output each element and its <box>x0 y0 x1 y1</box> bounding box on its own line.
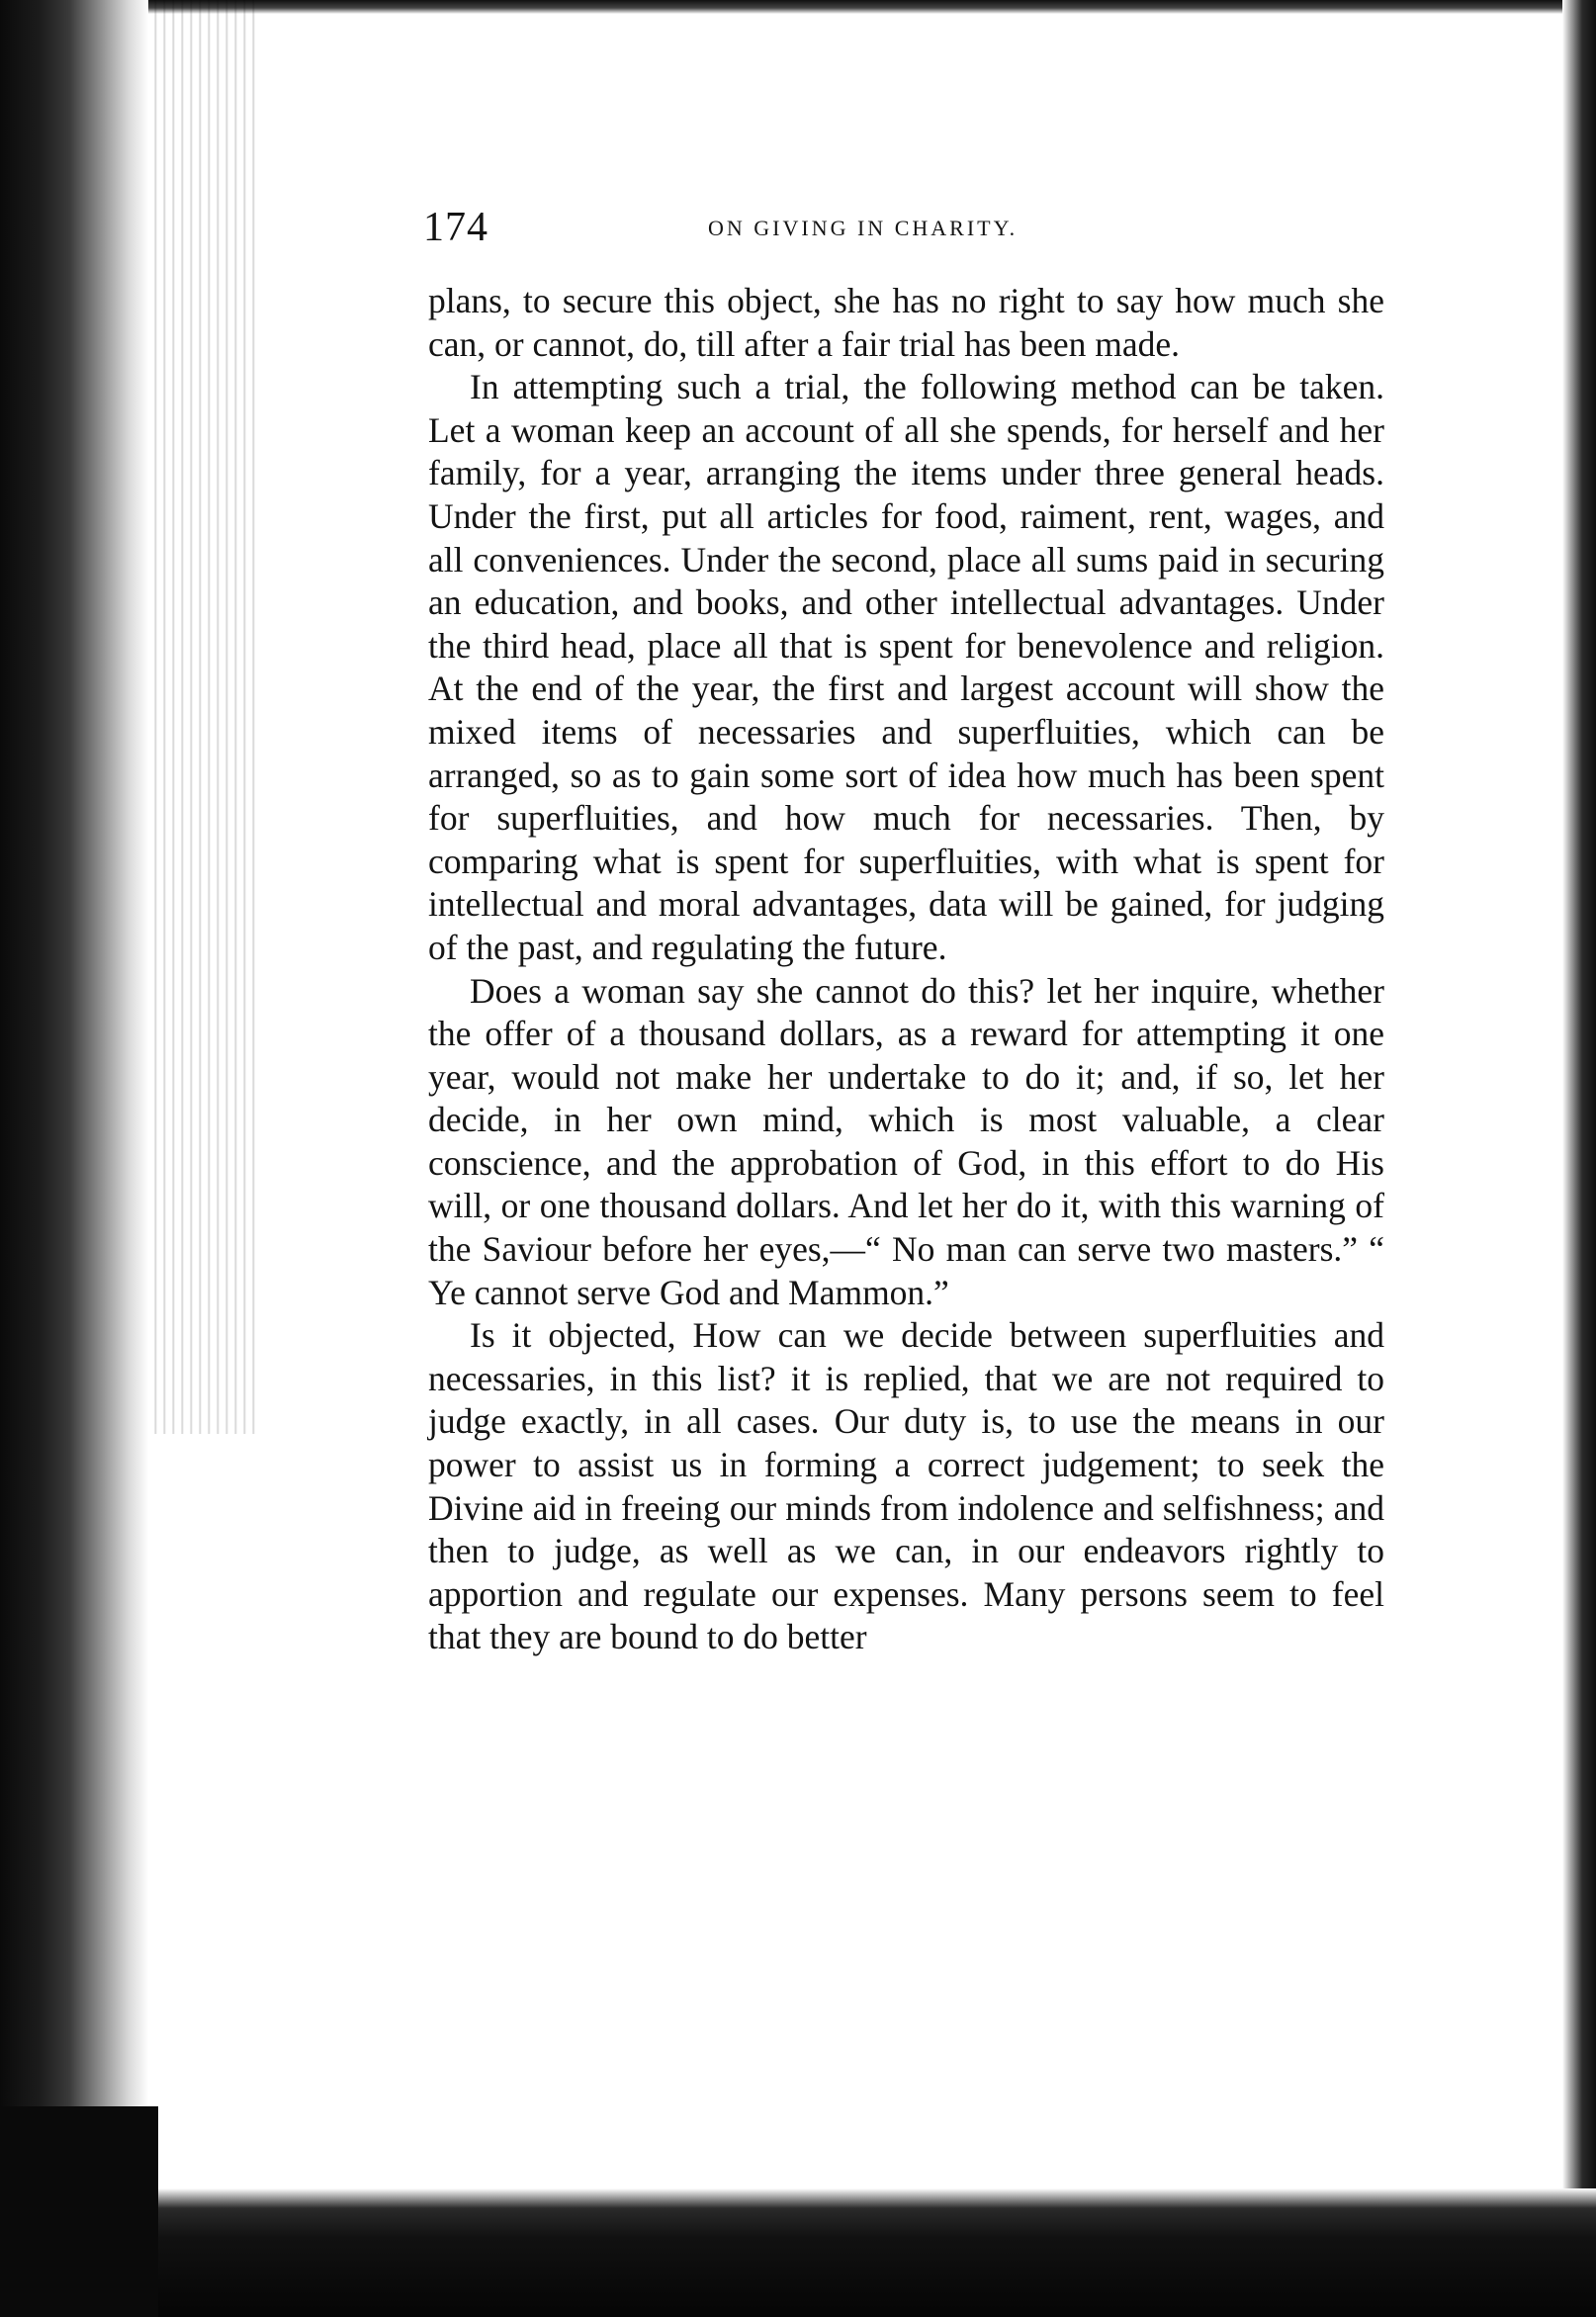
paragraph-continued: plans, to secure this object, she has no right to say how much she can, or cannot, do, till after a fair trial has been made. <box>428 281 1384 364</box>
scan-border-right <box>1562 0 1596 2317</box>
running-title: ON GIVING IN CHARITY. <box>708 216 1019 240</box>
paragraph-objection: Does a woman say she cannot do this? let her inquire, whether the offer of a thousand dollars, as a reward for attempting it one year, would not make her undertake to do it; and, if so, let her decide, in her own mind, which is most valuable, a clear conscience, and the approbation of God, in this effort to do His will, or one thousand dollars. And let her do it, with this warning of the Saviour before her eyes,—“ No man can serve two masters.” “ Ye cannot serve God and Mammon.” <box>428 970 1384 1312</box>
paragraph-reply: Is it objected, How can we decide between superfluities and necessaries, in this list? it is replied, that we are not required to judge exactly, in all cases. Our duty is, to use the means in our power to assist us in forming a correct judgement; to seek the Divine aid in freeing our minds from indolence and selfishness; and then to judge, as well as we can, in our endeavors rightly to apportion and regulate our expenses. Many persons seem to feel that they are bound to do better <box>428 1315 1384 1657</box>
running-head <box>423 198 1384 257</box>
paragraph-method: In attempting such a trial, the following method can be taken. Let a woman keep an account of all she spends, for herself and her family, for a year, arranging the items under three general heads. Under the first, put all articles for food, raiment, rent, wages, and all conveniences. Under the second, place all sums paid in securing an education, and books, and other intellectual advantages. Under the third head, place all that is spent for benevolence and religion. At the end of the year, the first and largest account will show the mixed items of necessaries and superfluities, which can be arranged, so as to gain some sort of idea how much has been spent for superfluities, and how much for necessaries. Then, by comparing what is spent for superfluities, with what is spent for intellectual and moral advantages, data will be gained, for judging of the past, and regulating the future. <box>428 367 1384 967</box>
scan-corner-shadow <box>0 2106 158 2317</box>
scan-gutter-shadow <box>148 0 257 1434</box>
scan-border-left <box>0 0 148 2317</box>
body-text <box>428 280 1384 1659</box>
page-number: 174 <box>423 205 488 250</box>
scan-border-bottom <box>0 2188 1596 2317</box>
